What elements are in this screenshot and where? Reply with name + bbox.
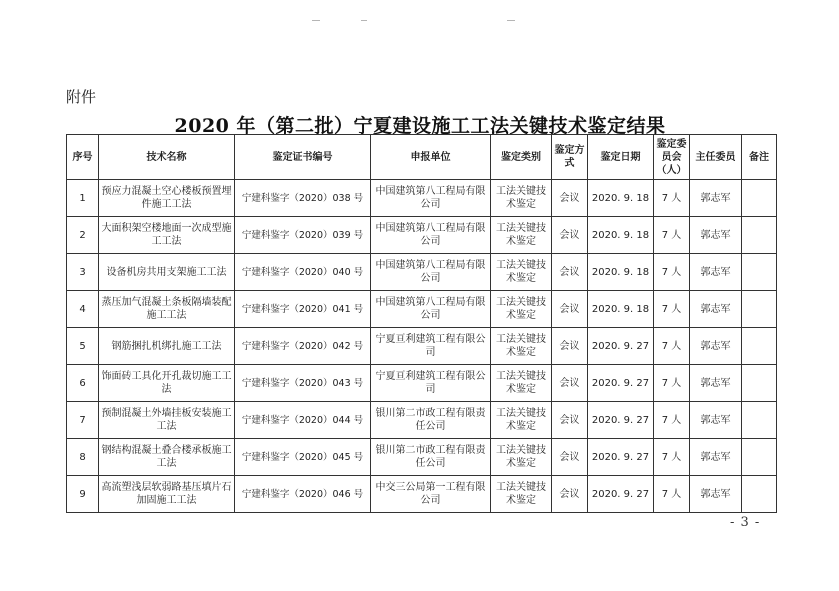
cell-name: 蒸压加气混凝土条板隔墙装配施工工法 (99, 291, 235, 328)
cell-remarks (742, 291, 777, 328)
cell-category: 工法关键技术鉴定 (491, 476, 552, 513)
cell-name: 设备机房共用支架施工工法 (99, 254, 235, 291)
cell-date: 2020. 9. 27 (588, 328, 654, 365)
cell-director: 郭志军 (690, 476, 742, 513)
table-row (67, 476, 777, 513)
cell-cert: 宁建科鉴字（2020）040 号 (235, 254, 371, 291)
column-header-director: 主任委员 (690, 135, 742, 180)
cell-cert: 宁建科鉴字（2020）045 号 (235, 439, 371, 476)
cell-no: 8 (67, 439, 99, 476)
cell-committee: 7 人 (654, 291, 690, 328)
cell-method: 会议 (552, 217, 588, 254)
column-header-no: 序号 (67, 135, 99, 180)
cell-method: 会议 (552, 180, 588, 217)
cell-unit: 中国建筑第八工程局有限公司 (371, 180, 491, 217)
cell-committee: 7 人 (654, 439, 690, 476)
cell-method: 会议 (552, 328, 588, 365)
cell-director: 郭志军 (690, 328, 742, 365)
cell-committee: 7 人 (654, 365, 690, 402)
cell-cert: 宁建科鉴字（2020）044 号 (235, 402, 371, 439)
column-header-committee: 鉴定委员会（人） (654, 135, 690, 180)
cell-remarks (742, 217, 777, 254)
cell-category: 工法关键技术鉴定 (491, 254, 552, 291)
cell-name: 高流塑浅层软弱路基压填片石加固施工工法 (99, 476, 235, 513)
cell-no: 7 (67, 402, 99, 439)
cell-no: 4 (67, 291, 99, 328)
cell-committee: 7 人 (654, 402, 690, 439)
cell-name: 预制混凝土外墙挂板安装施工工法 (99, 402, 235, 439)
cell-cert: 宁建科鉴字（2020）038 号 (235, 180, 371, 217)
cell-cert: 宁建科鉴字（2020）043 号 (235, 365, 371, 402)
cell-committee: 7 人 (654, 217, 690, 254)
table-row (67, 254, 777, 291)
cell-method: 会议 (552, 291, 588, 328)
cell-director: 郭志军 (690, 439, 742, 476)
cell-remarks (742, 328, 777, 365)
cell-director: 郭志军 (690, 291, 742, 328)
table-row (67, 439, 777, 476)
table-row (67, 365, 777, 402)
column-header-name: 技术名称 (99, 135, 235, 180)
table-row (67, 180, 777, 217)
cell-unit: 银川第二市政工程有限责任公司 (371, 402, 491, 439)
table-row (67, 402, 777, 439)
cell-name: 钢结构混凝土叠合楼承板施工工法 (99, 439, 235, 476)
cell-cert: 宁建科鉴字（2020）039 号 (235, 217, 371, 254)
cell-category: 工法关键技术鉴定 (491, 402, 552, 439)
cell-category: 工法关键技术鉴定 (491, 439, 552, 476)
results-table (66, 134, 777, 513)
scan-mark (507, 20, 515, 21)
cell-no: 9 (67, 476, 99, 513)
column-header-remarks: 备注 (742, 135, 777, 180)
scan-mark (312, 20, 320, 21)
document-title: 2020 年（第二批）宁夏建设施工工法关键技术鉴定结果 (174, 115, 666, 137)
column-header-date: 鉴定日期 (588, 135, 654, 180)
cell-committee: 7 人 (654, 328, 690, 365)
attachment-label: 附件 (66, 88, 97, 106)
cell-director: 郭志军 (690, 180, 742, 217)
cell-cert: 宁建科鉴字（2020）041 号 (235, 291, 371, 328)
cell-no: 6 (67, 365, 99, 402)
cell-remarks (742, 180, 777, 217)
cell-category: 工法关键技术鉴定 (491, 180, 552, 217)
cell-name: 预应力混凝土空心楼板预置埋件施工工法 (99, 180, 235, 217)
cell-date: 2020. 9. 27 (588, 439, 654, 476)
cell-unit: 宁夏亘利建筑工程有限公司 (371, 328, 491, 365)
cell-remarks (742, 476, 777, 513)
cell-unit: 中国建筑第八工程局有限公司 (371, 291, 491, 328)
cell-director: 郭志军 (690, 254, 742, 291)
cell-date: 2020. 9. 18 (588, 180, 654, 217)
cell-name: 饰面砖工具化开孔裁切施工工法 (99, 365, 235, 402)
cell-category: 工法关键技术鉴定 (491, 291, 552, 328)
scan-mark (361, 20, 367, 21)
cell-unit: 银川第二市政工程有限责任公司 (371, 439, 491, 476)
cell-committee: 7 人 (654, 180, 690, 217)
table-row (67, 328, 777, 365)
cell-remarks (742, 254, 777, 291)
cell-no: 3 (67, 254, 99, 291)
cell-method: 会议 (552, 365, 588, 402)
cell-category: 工法关键技术鉴定 (491, 217, 552, 254)
cell-name: 钢筋捆扎机绑扎施工工法 (99, 328, 235, 365)
cell-date: 2020. 9. 27 (588, 365, 654, 402)
page-number: - 3 - (730, 515, 761, 530)
cell-unit: 中交三公局第一工程有限公司 (371, 476, 491, 513)
cell-method: 会议 (552, 402, 588, 439)
cell-name: 大面积架空楼地面一次成型施工工法 (99, 217, 235, 254)
cell-unit: 宁夏亘利建筑工程有限公司 (371, 365, 491, 402)
cell-committee: 7 人 (654, 254, 690, 291)
cell-category: 工法关键技术鉴定 (491, 328, 552, 365)
cell-date: 2020. 9. 18 (588, 254, 654, 291)
cell-cert: 宁建科鉴字（2020）046 号 (235, 476, 371, 513)
cell-no: 2 (67, 217, 99, 254)
cell-unit: 中国建筑第八工程局有限公司 (371, 217, 491, 254)
cell-no: 1 (67, 180, 99, 217)
column-header-method: 鉴定方式 (552, 135, 588, 180)
cell-date: 2020. 9. 27 (588, 402, 654, 439)
cell-method: 会议 (552, 254, 588, 291)
column-header-cert: 鉴定证书编号 (235, 135, 371, 180)
cell-method: 会议 (552, 476, 588, 513)
cell-date: 2020. 9. 27 (588, 476, 654, 513)
cell-date: 2020. 9. 18 (588, 291, 654, 328)
cell-director: 郭志军 (690, 365, 742, 402)
cell-category: 工法关键技术鉴定 (491, 365, 552, 402)
cell-date: 2020. 9. 18 (588, 217, 654, 254)
table-header-row (67, 135, 777, 180)
cell-unit: 中国建筑第八工程局有限公司 (371, 254, 491, 291)
cell-remarks (742, 402, 777, 439)
cell-no: 5 (67, 328, 99, 365)
cell-remarks (742, 439, 777, 476)
column-header-category: 鉴定类别 (491, 135, 552, 180)
table-body (67, 180, 777, 513)
cell-cert: 宁建科鉴字（2020）042 号 (235, 328, 371, 365)
cell-remarks (742, 365, 777, 402)
table-row (67, 217, 777, 254)
cell-committee: 7 人 (654, 476, 690, 513)
cell-method: 会议 (552, 439, 588, 476)
cell-director: 郭志军 (690, 402, 742, 439)
table-row (67, 291, 777, 328)
column-header-unit: 申报单位 (371, 135, 491, 180)
cell-director: 郭志军 (690, 217, 742, 254)
